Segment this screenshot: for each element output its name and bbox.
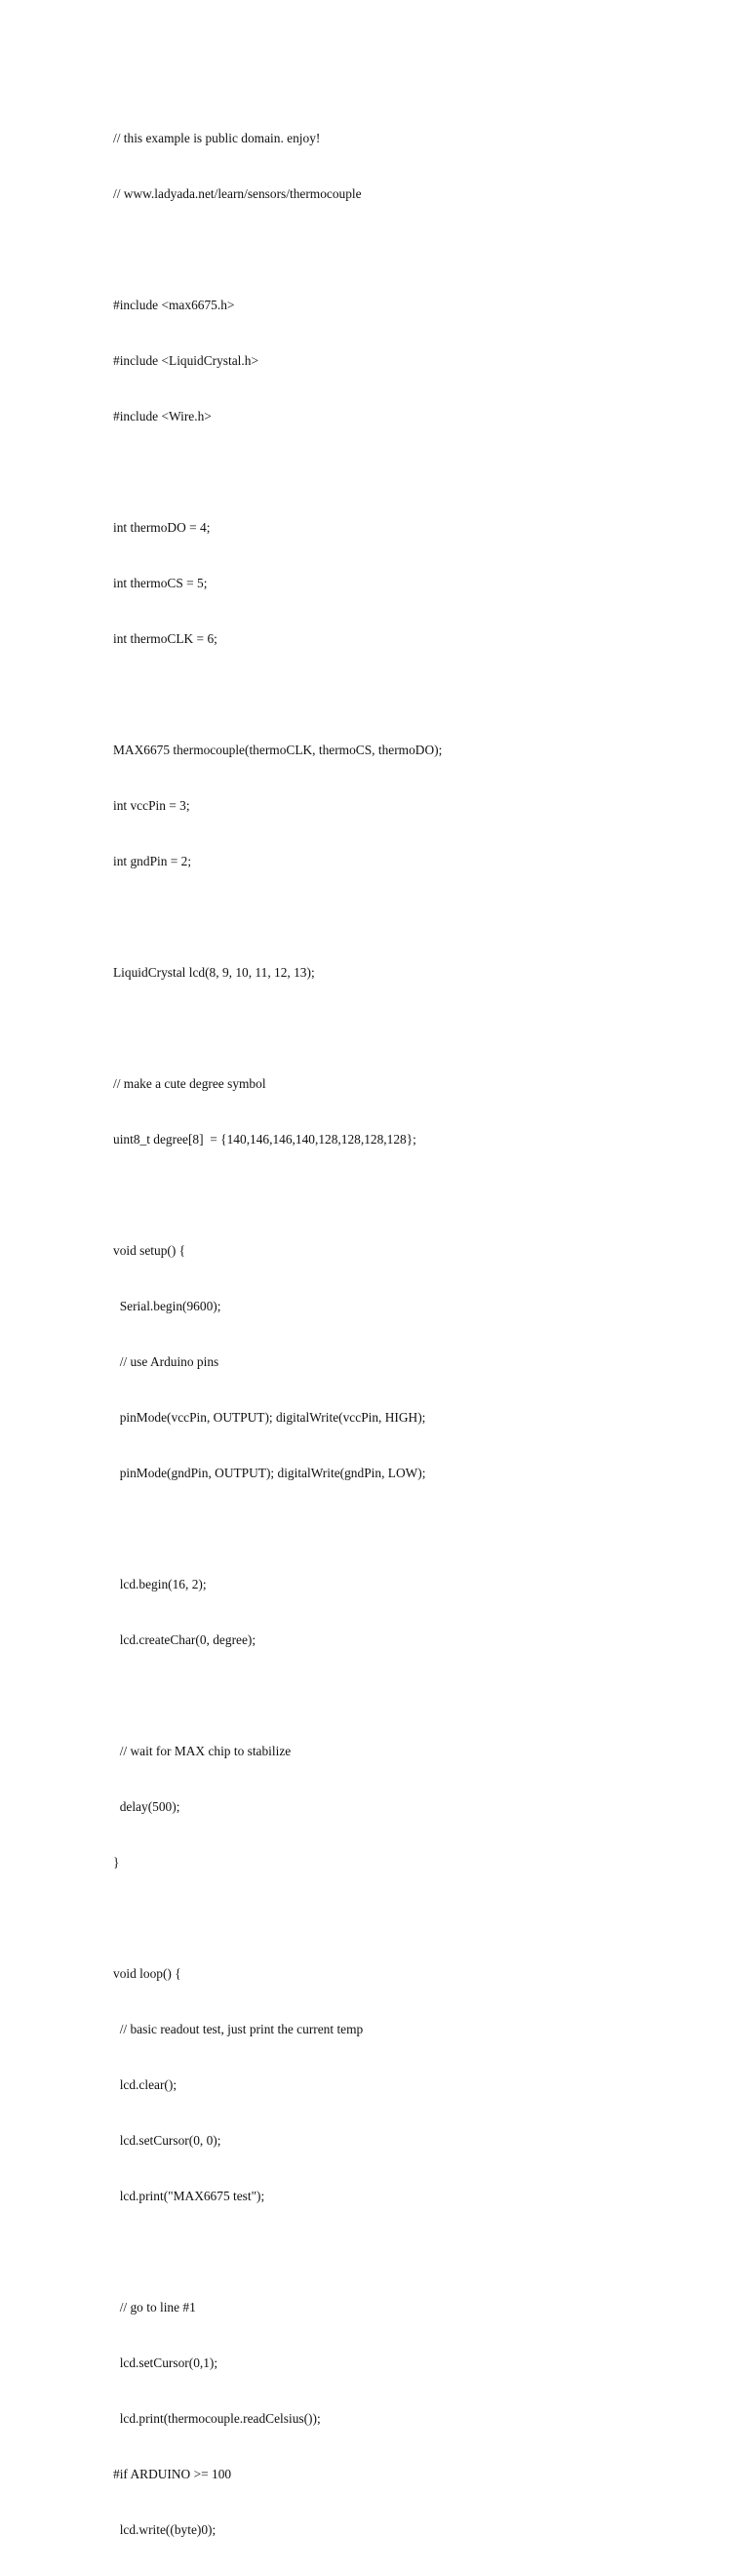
code-line: lcd.createChar(0, degree); — [113, 1632, 256, 1647]
code-line — [113, 463, 718, 481]
code-line — [113, 1519, 718, 1538]
code-line: void setup() { — [113, 1243, 186, 1258]
code-line: pinMode(gndPin, OUTPUT); digitalWrite(gndPin, LOW); — [113, 1466, 426, 1480]
code-line: int gndPin = 2; — [113, 854, 192, 868]
code-line: lcd.setCursor(0, 0); — [113, 2133, 221, 2148]
code-line: void loop() { — [113, 1966, 181, 1981]
code-line: MAX6675 thermocouple(thermoCLK, thermoCS, thermoDO); — [113, 743, 443, 757]
code-line: // wait for MAX chip to stabilize — [113, 1744, 292, 1758]
code-line: #include <max6675.h> — [113, 298, 235, 312]
code-line: // www.ladyada.net/learn/sensors/thermocouple — [113, 186, 362, 201]
code-line — [113, 685, 718, 704]
code-listing — [113, 92, 718, 2576]
code-line: delay(500); — [113, 1799, 180, 1814]
code-line: lcd.write((byte)0); — [113, 2522, 217, 2537]
code-line — [113, 1186, 718, 1204]
code-line: // basic readout test, just print the current temp — [113, 2022, 364, 2036]
code-line: // go to line #1 — [113, 2300, 196, 2314]
code-line: // this example is public domain. enjoy! — [113, 131, 321, 145]
code-line: pinMode(vccPin, OUTPUT); digitalWrite(vccPin, HIGH); — [113, 1410, 426, 1425]
code-line: lcd.clear(); — [113, 2077, 177, 2092]
code-line — [113, 907, 718, 926]
code-line — [113, 1686, 718, 1705]
code-line: lcd.print("MAX6675 test"); — [113, 2189, 265, 2203]
code-line: #if ARDUINO >= 100 — [113, 2467, 232, 2481]
code-line — [113, 1909, 718, 1927]
code-line: // make a cute degree symbol — [113, 1076, 266, 1091]
code-line: int vccPin = 3; — [113, 798, 190, 813]
code-line: LiquidCrystal lcd(8, 9, 10, 11, 12, 13); — [113, 965, 315, 980]
code-line: Serial.begin(9600); — [113, 1299, 221, 1313]
code-line: #include <LiquidCrystal.h> — [113, 353, 258, 368]
code-line: int thermoCS = 5; — [113, 576, 208, 590]
code-line: lcd.print(thermocouple.readCelsius()); — [113, 2411, 321, 2426]
code-line — [113, 2242, 718, 2261]
code-line: uint8_t degree[8] = {140,146,146,140,128,128,128,128}; — [113, 1132, 416, 1147]
code-line: int thermoDO = 4; — [113, 520, 211, 535]
code-line: int thermoCLK = 6; — [113, 631, 217, 646]
code-line — [113, 1019, 718, 1037]
code-line: lcd.begin(16, 2); — [113, 1577, 207, 1591]
code-line: #include <Wire.h> — [113, 409, 212, 423]
code-line: lcd.setCursor(0,1); — [113, 2355, 218, 2370]
code-line — [113, 240, 718, 259]
code-line: // use Arduino pins — [113, 1354, 219, 1369]
code-line: } — [113, 1855, 120, 1870]
